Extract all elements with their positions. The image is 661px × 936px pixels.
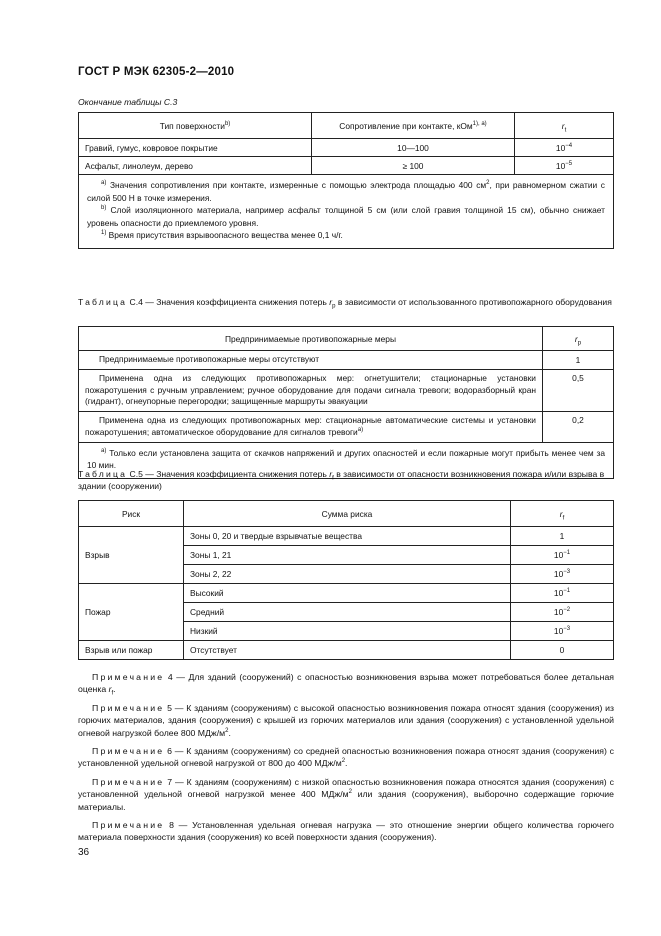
table-row (79, 369, 614, 411)
measure-cell: Применена одна из следующих противопожарных мер: стационарные автоматические системы и установки пожаротушения; автоматическое оборудование для сигналов тревоги$^{a)}$ (79, 412, 543, 443)
page-number: 36 (78, 847, 90, 858)
measure-cell: Предпринимаемые противопожарные меры отсутствуют (79, 351, 543, 370)
table-c5-header-amount: Сумма риска (184, 501, 511, 527)
note-4: Примечание 4 — Для зданий (сооружений) с опасностью возникновения взрыва может потребоваться более детальная оценка $r_f$. (78, 672, 614, 698)
table-row (79, 139, 614, 157)
table-c5 (78, 500, 614, 660)
table-row (79, 527, 614, 546)
amount-cell: Низкий (184, 622, 511, 641)
table-c5-caption: Таблица С.5 — Значения коэффициента снижения потерь $r_f$ в зависимости от опасности возникновения пожара и/или взрыва в здании (сооружении) (78, 469, 605, 491)
amount-cell: Отсутствует (184, 641, 511, 660)
standard-header: ГОСТ Р МЭК 62305-2—2010 (78, 66, 235, 78)
surface-cell: Гравий, гумус, ковровое покрытие (79, 139, 312, 157)
table-c3-notes (79, 175, 614, 249)
rp-cell: 0,2 (543, 412, 614, 443)
table-row (79, 584, 614, 603)
note-5: Примечание 5 — К зданиям (сооружениям) с высокой опасностью возникновения пожара относят здания (сооружения) из горючих материалов, здания (сооружения) с крышей из горючих материалов или здания (сооружения) с установленной удельной огневой нагрузкой более 800 МДж/$м^2$. (78, 702, 614, 738)
rf-cell: $10^{-2}$ (511, 603, 614, 622)
resistance-cell: 10—100 (312, 139, 515, 157)
table-c4 (78, 326, 614, 479)
amount-cell: Зоны 1, 21 (184, 546, 511, 565)
footnote-b: $^{b)}$ Слой изоляционного материала, например асфальт толщиной 5 см (или слой гравия толщиной 15 см), обычно снижает уровень опасности до приемлемого уровня. (87, 205, 605, 228)
amount-cell: Зоны 0, 20 и твердые взрывчатые вещества (184, 527, 511, 546)
footnote-a: $^{a)}$ Только если установлена защита от скачков напряжений и других опасностей и если пожарные могут прибыть менее чем за 10 мин. (87, 447, 605, 471)
rf-cell: $10^{-3}$ (511, 565, 614, 584)
resistance-cell: ≥ 100 (312, 157, 515, 175)
risk-cell: Взрыв (79, 527, 184, 584)
table-c4-header-measures: Предпринимаемые противопожарные меры (79, 327, 543, 351)
table-c3-header-resistance: Сопротивление при контакте, кОм$^{1), a)}$ (312, 113, 515, 139)
amount-cell: Зоны 2, 22 (184, 565, 511, 584)
rp-cell: 1 (543, 351, 614, 370)
amount-cell: Средний (184, 603, 511, 622)
rf-cell: $10^{-3}$ (511, 622, 614, 641)
rt-cell: $10^{-5}$ (515, 157, 614, 175)
table-c3 (78, 112, 614, 249)
rf-cell: $10^{-1}$ (511, 584, 614, 603)
table-row (79, 412, 614, 443)
table-c5-header-rf: $r_f$ (511, 501, 614, 527)
risk-cell: Пожар (79, 584, 184, 641)
table-c3-caption: Окончание таблицы С.3 (78, 97, 178, 107)
table-c3-header-surface: Тип поверхности$^{b)}$ (79, 113, 312, 139)
risk-cell: Взрыв или пожар (79, 641, 184, 660)
table-c5-header-risk: Риск (79, 501, 184, 527)
rp-cell: 0,5 (543, 369, 614, 411)
rf-cell: 0 (511, 641, 614, 660)
table-c4-caption: Таблица С.4 — Значения коэффициента снижения потерь $r_p$ в зависимости от использованного противопожарного оборудования (78, 297, 612, 310)
rt-cell: $10^{-4}$ (515, 139, 614, 157)
table-c4-header-rp: $r_p$ (543, 327, 614, 351)
footnote-a: $^{a)}$ Значения сопротивления при контакте, измеренные с помощью электрода площадью 400 $см^2$, при равномерном сжатии с силой 500 Н в точке измерения. (87, 180, 605, 203)
table-row (79, 157, 614, 175)
table-row (79, 641, 614, 660)
rf-cell: $10^{-1}$ (511, 546, 614, 565)
notes-block (78, 671, 614, 850)
note-8: Примечание 8 — Установленная удельная огневая нагрузка — это отношение энергии общего количества горючего материала поверхности здания (сооружения) ко всей поверхности здания (сооружения). (78, 820, 614, 843)
table-c3-header-rt: $r_t$ (515, 113, 614, 139)
note-7: Примечание 7 — К зданиям (сооружениям) с низкой опасностью возникновения пожара относятся здания (сооружения) с установленной удельной огневой нагрузкой менее 400 МДж/$м^2$ или здания (сооружения), выборочно содержащие горючие материалы. (78, 776, 614, 812)
rf-cell: 1 (511, 527, 614, 546)
amount-cell: Высокий (184, 584, 511, 603)
surface-cell: Асфальт, линолеум, дерево (79, 157, 312, 175)
measure-cell: Применена одна из следующих противопожарных мер: огнетушители; стационарные установки пожаротушения с ручным управлением; ручное оборудование для подачи сигнала тревоги; водоразборный кран (гидрант), огнеупорные перегородки; защищенные маршруты эвакуации (79, 369, 543, 411)
note-6: Примечание 6 — К зданиям (сооружениям) со средней опасностью возникновения пожара относят здания (сооружения) с установленной удельной огневой нагрузкой от 800 до 400 МДж/$м^2$. (78, 746, 614, 769)
table-row (79, 351, 614, 370)
footnote-1: $^{1)}$ Время присутствия взрывоопасного вещества менее 0,1 ч/г. (101, 230, 343, 240)
